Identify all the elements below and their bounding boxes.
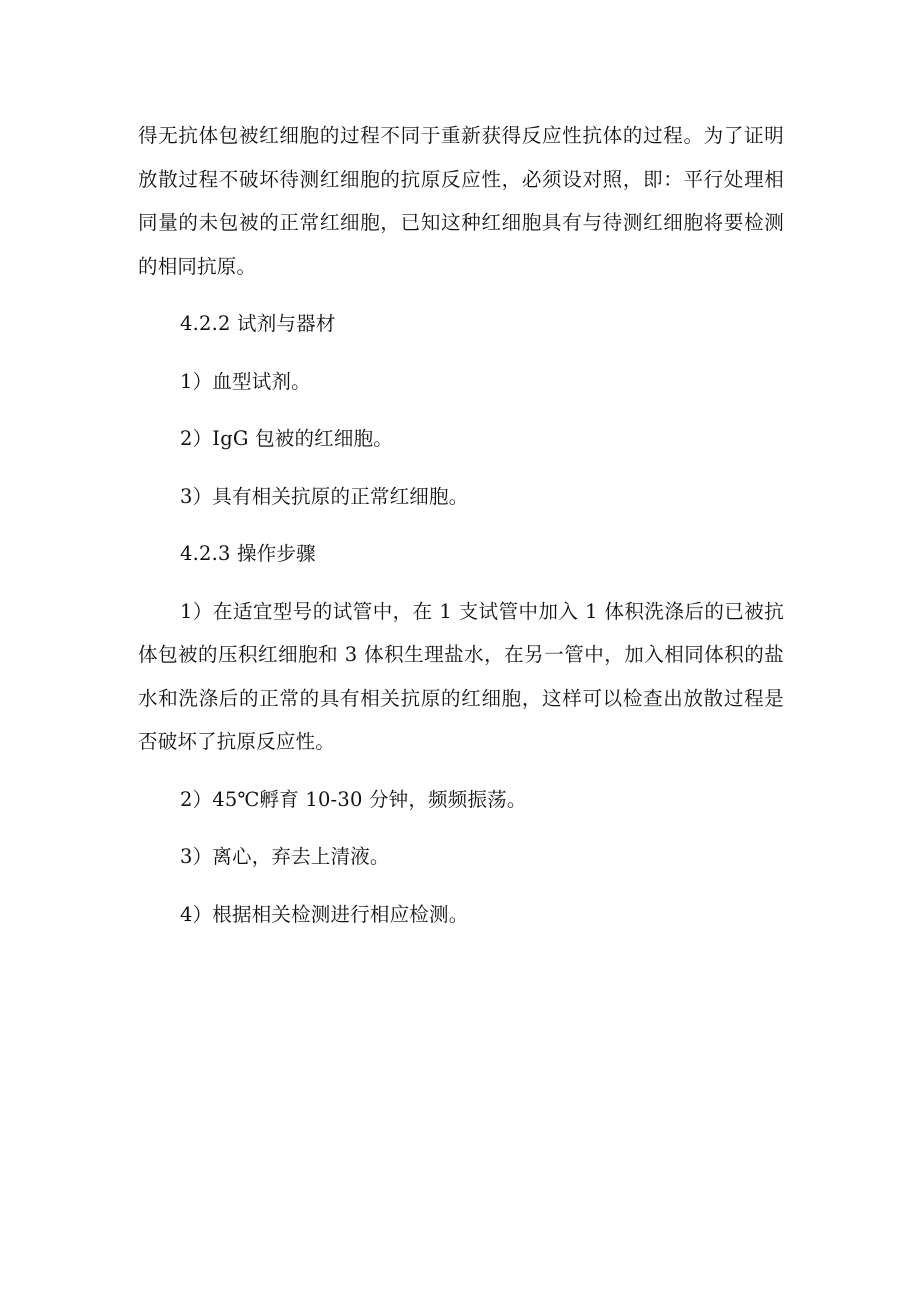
list-item-step-3: 3）离心，弃去上清液。 [180, 845, 390, 868]
list-item-reagent-1: 1）血型试剂。 [180, 369, 311, 393]
list-item-step-2: 2）45℃孵育 10-30 分钟，频频振荡。 [180, 787, 527, 811]
document-body [138, 114, 784, 936]
list-item-step-4: 4）根据相关检测进行相应检测。 [180, 902, 469, 926]
section-heading-4-2-3: 4.2.3 操作步骤 [180, 542, 316, 565]
paragraph-continuation: 得无抗体包被红细胞的过程不同于重新获得反应性抗体的过程。为了证明放散过程不破坏待测红细胞的抗原反应性，必须设对照，即：平行处理相同量的未包被的正常红细胞，已知这种红细胞具有与待测红细胞将要检测的相同抗原。 [138, 124, 784, 278]
section-heading-4-2-2: 4.2.2 试剂与器材 [180, 312, 336, 335]
list-item-reagent-3: 3）具有相关抗原的正常红细胞。 [180, 484, 469, 508]
list-item-reagent-2: 2）IgG 包被的红细胞。 [180, 427, 393, 450]
list-item-step-1: 1）在适宜型号的试管中，在 1 支试管中加入 1 体积洗涤后的已被抗体包被的压积红细胞和 3 体积生理盐水，在另一管中，加入相同体积的盐水和洗涤后的正常的具有相关抗原的红细胞，这样可以检查出放散过程是否破坏了抗原反应性。 [138, 599, 784, 753]
